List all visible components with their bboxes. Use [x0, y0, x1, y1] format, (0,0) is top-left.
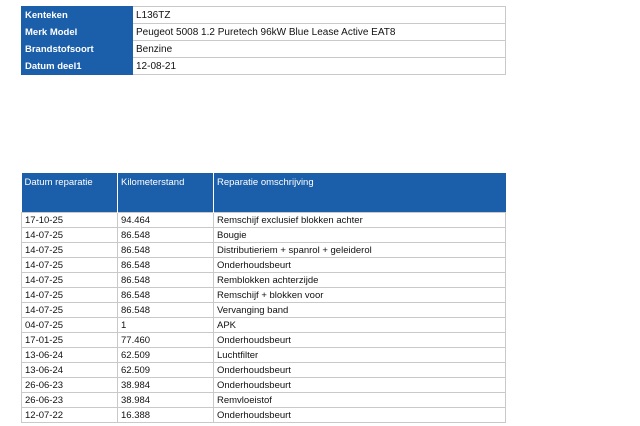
cell-date: 14-07-25: [22, 303, 118, 318]
cell-date: 12-07-22: [22, 408, 118, 423]
column-header-mileage: Kilometerstand: [118, 173, 214, 213]
cell-date: 14-07-25: [22, 258, 118, 273]
cell-mileage: 62.509: [118, 348, 214, 363]
cell-date: 14-07-25: [22, 228, 118, 243]
table-row: [22, 303, 506, 318]
cell-date: 14-07-25: [22, 273, 118, 288]
cell-description: Remschijf + blokken voor: [214, 288, 506, 303]
cell-mileage: 86.548: [118, 303, 214, 318]
table-row: [22, 258, 506, 273]
table-row: [22, 288, 506, 303]
table-row: [22, 378, 506, 393]
cell-description: Onderhoudsbeurt: [214, 258, 506, 273]
cell-date: 13-06-24: [22, 348, 118, 363]
vehicle-row-kenteken: [22, 7, 506, 24]
vehicle-label: Datum deel1: [22, 58, 133, 75]
table-header-row: [22, 173, 506, 213]
table-row: [22, 243, 506, 258]
cell-date: 26-06-23: [22, 393, 118, 408]
vehicle-label: Merk Model: [22, 24, 133, 41]
cell-date: 14-07-25: [22, 288, 118, 303]
vehicle-row-merk-model: [22, 24, 506, 41]
cell-mileage: 38.984: [118, 393, 214, 408]
cell-mileage: 16.388: [118, 408, 214, 423]
cell-mileage: 1: [118, 318, 214, 333]
table-row: [22, 333, 506, 348]
cell-mileage: 38.984: [118, 378, 214, 393]
cell-mileage: 86.548: [118, 288, 214, 303]
cell-mileage: 77.460: [118, 333, 214, 348]
cell-date: 17-10-25: [22, 213, 118, 228]
table-row: [22, 273, 506, 288]
column-header-date: Datum reparatie: [22, 173, 118, 213]
cell-mileage: 86.548: [118, 228, 214, 243]
table-row: [22, 363, 506, 378]
cell-description: Onderhoudsbeurt: [214, 333, 506, 348]
cell-description: APK: [214, 318, 506, 333]
vehicle-label: Kenteken: [22, 7, 133, 24]
vehicle-value: Peugeot 5008 1.2 Puretech 96kW Blue Lease Active EAT8: [133, 24, 506, 41]
table-row: [22, 348, 506, 363]
table-row: [22, 213, 506, 228]
cell-description: Remblokken achterzijde: [214, 273, 506, 288]
cell-mileage: 86.548: [118, 258, 214, 273]
vehicle-value: L136TZ: [133, 7, 506, 24]
column-header-description: Reparatie omschrijving: [214, 173, 506, 213]
vehicle-row-datum-deel1: [22, 58, 506, 75]
cell-description: Onderhoudsbeurt: [214, 363, 506, 378]
table-row: [22, 318, 506, 333]
cell-description: Luchtfilter: [214, 348, 506, 363]
cell-date: 13-06-24: [22, 363, 118, 378]
cell-date: 17-01-25: [22, 333, 118, 348]
vehicle-value: Benzine: [133, 41, 506, 58]
cell-description: Onderhoudsbeurt: [214, 378, 506, 393]
cell-date: 04-07-25: [22, 318, 118, 333]
cell-mileage: 86.548: [118, 273, 214, 288]
vehicle-row-brandstofsoort: [22, 41, 506, 58]
cell-mileage: 86.548: [118, 243, 214, 258]
cell-description: Distributieriem + spanrol + geleiderol: [214, 243, 506, 258]
cell-date: 14-07-25: [22, 243, 118, 258]
vehicle-value: 12-08-21: [133, 58, 506, 75]
cell-description: Onderhoudsbeurt: [214, 408, 506, 423]
cell-description: Remvloeistof: [214, 393, 506, 408]
cell-description: Remschijf exclusief blokken achter: [214, 213, 506, 228]
table-row: [22, 228, 506, 243]
repair-history-table: [21, 173, 506, 423]
cell-description: Bougie: [214, 228, 506, 243]
cell-mileage: 94.464: [118, 213, 214, 228]
table-row: [22, 393, 506, 408]
vehicle-label: Brandstofsoort: [22, 41, 133, 58]
cell-description: Vervanging band: [214, 303, 506, 318]
repair-history-body: [22, 213, 506, 423]
cell-mileage: 62.509: [118, 363, 214, 378]
table-row: [22, 408, 506, 423]
vehicle-info-table: [21, 6, 506, 75]
cell-date: 26-06-23: [22, 378, 118, 393]
